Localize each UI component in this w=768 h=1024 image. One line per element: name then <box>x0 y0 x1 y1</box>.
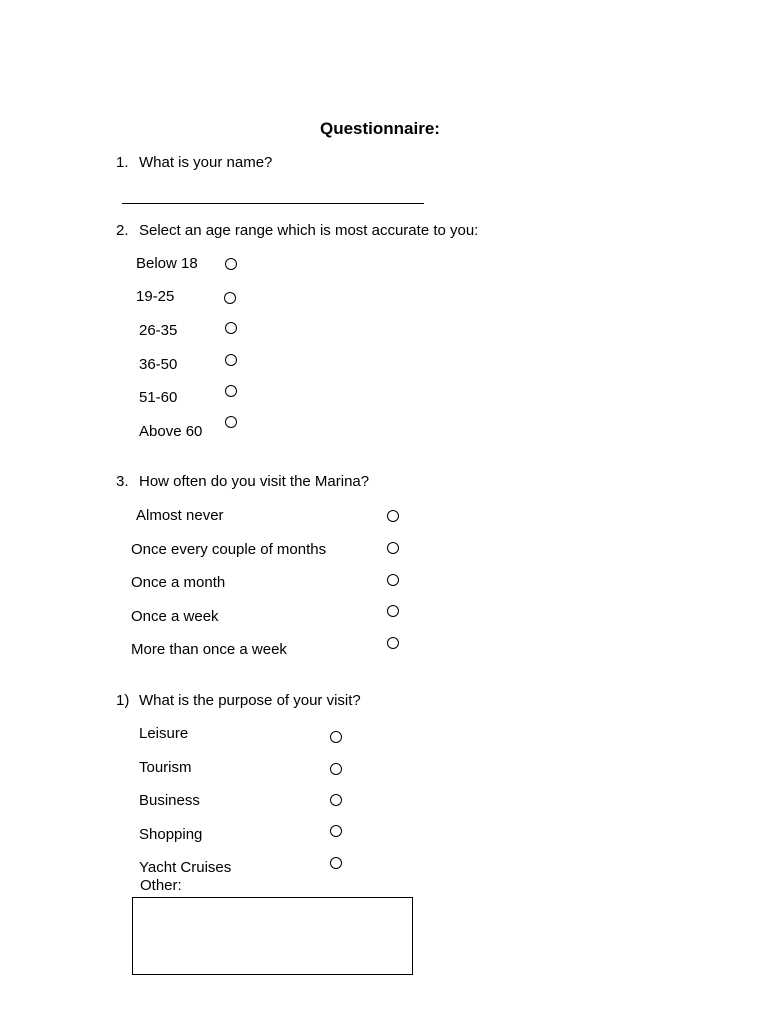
q2-text: Select an age range which is most accurate to you: <box>139 222 479 239</box>
purpose-option-label: Yacht Cruises <box>139 859 232 876</box>
other-text-box[interactable] <box>132 897 413 975</box>
purpose-option-label: Tourism <box>139 759 192 776</box>
q1-text: What is your name? <box>139 154 273 171</box>
purpose-option-radio[interactable] <box>330 825 342 837</box>
purpose-option-radio[interactable] <box>330 794 342 806</box>
age-option-label: 19-25 <box>136 288 175 305</box>
frequency-option-label: More than once a week <box>131 641 287 658</box>
purpose-option-label: Leisure <box>139 725 189 742</box>
other-label: Other: <box>140 877 182 894</box>
age-option-radio[interactable] <box>225 385 237 397</box>
frequency-option-radio[interactable] <box>387 605 399 617</box>
q4-number: 1) <box>116 692 130 709</box>
frequency-option-radio[interactable] <box>387 574 399 586</box>
frequency-option-label: Once a week <box>131 608 219 625</box>
frequency-option-label: Almost never <box>136 507 224 524</box>
purpose-option-radio[interactable] <box>330 763 342 775</box>
age-option-radio[interactable] <box>225 416 237 428</box>
purpose-option-label: Shopping <box>139 826 203 843</box>
age-option-label: 36-50 <box>139 356 178 373</box>
frequency-option-radio[interactable] <box>387 542 399 554</box>
age-option-label: Below 18 <box>136 255 198 272</box>
q1-number: 1. <box>116 154 129 171</box>
frequency-option-radio[interactable] <box>387 510 399 522</box>
name-answer-line[interactable] <box>122 203 424 204</box>
age-option-label: Above 60 <box>139 423 203 440</box>
q2-number: 2. <box>116 222 129 239</box>
page-title: Questionnaire: <box>320 119 440 138</box>
age-option-label: 26-35 <box>139 322 178 339</box>
purpose-option-radio[interactable] <box>330 731 342 743</box>
age-option-radio[interactable] <box>224 292 236 304</box>
age-option-radio[interactable] <box>225 322 237 334</box>
frequency-option-label: Once a month <box>131 574 226 591</box>
purpose-option-label: Business <box>139 792 200 809</box>
age-option-radio[interactable] <box>225 354 237 366</box>
q3-text: How often do you visit the Marina? <box>139 473 370 490</box>
q3-number: 3. <box>116 473 129 490</box>
age-option-label: 51-60 <box>139 389 178 406</box>
age-option-radio[interactable] <box>225 258 237 270</box>
frequency-option-label: Once every couple of months <box>131 541 327 558</box>
purpose-option-radio[interactable] <box>330 857 342 869</box>
q4-text: What is the purpose of your visit? <box>139 692 361 709</box>
frequency-option-radio[interactable] <box>387 637 399 649</box>
